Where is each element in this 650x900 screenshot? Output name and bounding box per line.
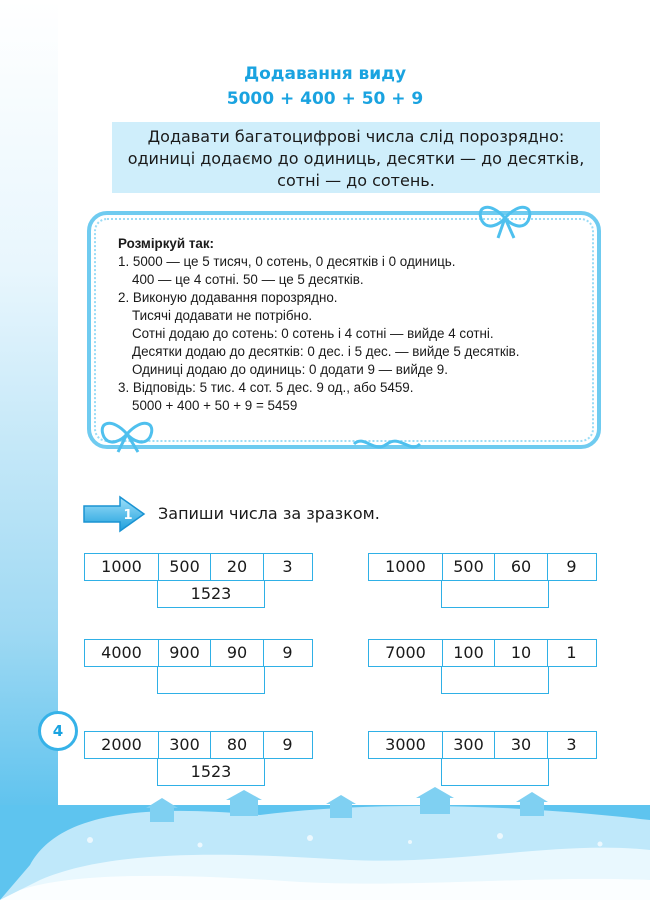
addend-cell: 1000 — [84, 553, 159, 581]
hint-line: Сотні додаю до сотень: 0 сотень і 4 сотні — вийде 4 сотні. — [132, 326, 494, 341]
addend-cell: 300 — [158, 731, 212, 759]
addend-cell: 300 — [442, 731, 496, 759]
answer-cell[interactable]: 1523 — [157, 758, 265, 786]
hint-text — [118, 235, 598, 415]
addend-cell: 1000 — [368, 553, 443, 581]
addend-cell: 9 — [547, 553, 597, 581]
addend-cell: 100 — [442, 639, 496, 667]
addend-cell: 30 — [494, 731, 548, 759]
task-number: 1 — [123, 508, 133, 523]
addend-cell: 500 — [442, 553, 496, 581]
hint-line: 3. Відповідь: 5 тис. 4 сот. 5 дес. 9 од., або 5459. — [118, 380, 414, 395]
rule-line-2: одиниці додаємо до одиниць, десятки — до десятків, — [127, 149, 585, 168]
addend-cell: 3 — [263, 553, 313, 581]
page-title-expression: 5000 + 400 + 50 + 9 — [226, 89, 424, 109]
addend-cell: 20 — [210, 553, 264, 581]
answer-cell[interactable] — [441, 666, 549, 694]
addend-cell: 3 — [547, 731, 597, 759]
addend-cell: 10 — [494, 639, 548, 667]
hint-line: Одиниці додаю до одиниць: 0 додати 9 — вийде 9. — [132, 362, 448, 377]
winter-landscape-illustration — [0, 770, 650, 900]
addend-cell: 4000 — [84, 639, 159, 667]
addend-cell: 90 — [210, 639, 264, 667]
page-title: Додавання виду — [243, 64, 407, 84]
rule-box — [112, 122, 600, 193]
task-number-arrow-icon — [82, 495, 146, 533]
answer-cell[interactable] — [157, 666, 265, 694]
addend-cell: 3000 — [368, 731, 443, 759]
addend-cell: 9 — [263, 731, 313, 759]
hint-heading: Розміркуй так: — [118, 236, 214, 251]
addend-cell: 900 — [158, 639, 212, 667]
answer-cell[interactable] — [441, 580, 549, 608]
page-number: 4 — [38, 711, 78, 751]
hint-line: 2. Виконую додавання порозрядно. — [118, 290, 338, 305]
addend-cell: 500 — [158, 553, 212, 581]
bow-bottom-left-icon — [92, 412, 162, 457]
addend-cell: 60 — [494, 553, 548, 581]
rope-knot-icon — [352, 432, 422, 456]
rule-line-1: Додавати багатоцифрові числа слід порозрядно: — [147, 127, 565, 146]
addend-cell: 9 — [263, 639, 313, 667]
addend-cell: 1 — [547, 639, 597, 667]
addend-cell: 2000 — [84, 731, 159, 759]
hint-line: 400 — це 4 сотні. 50 — це 5 десятків. — [132, 272, 364, 287]
addend-cell: 7000 — [368, 639, 443, 667]
task-instruction: Запиши числа за зразком. — [158, 504, 380, 523]
addend-cell: 80 — [210, 731, 264, 759]
rule-line-3: сотні — до сотень. — [277, 171, 435, 190]
hint-line: 5000 + 400 + 50 + 9 = 5459 — [132, 398, 298, 413]
hint-line: 1. 5000 — це 5 тисяч, 0 сотень, 0 десятків і 0 одиниць. — [118, 254, 456, 269]
answer-cell[interactable]: 1523 — [157, 580, 265, 608]
hint-line: Тисячі додавати не потрібно. — [132, 308, 313, 323]
left-decor-band — [0, 0, 58, 900]
hint-line: Десятки додаю до десятків: 0 дес. і 5 дес. — вийде 5 десятків. — [132, 344, 520, 359]
